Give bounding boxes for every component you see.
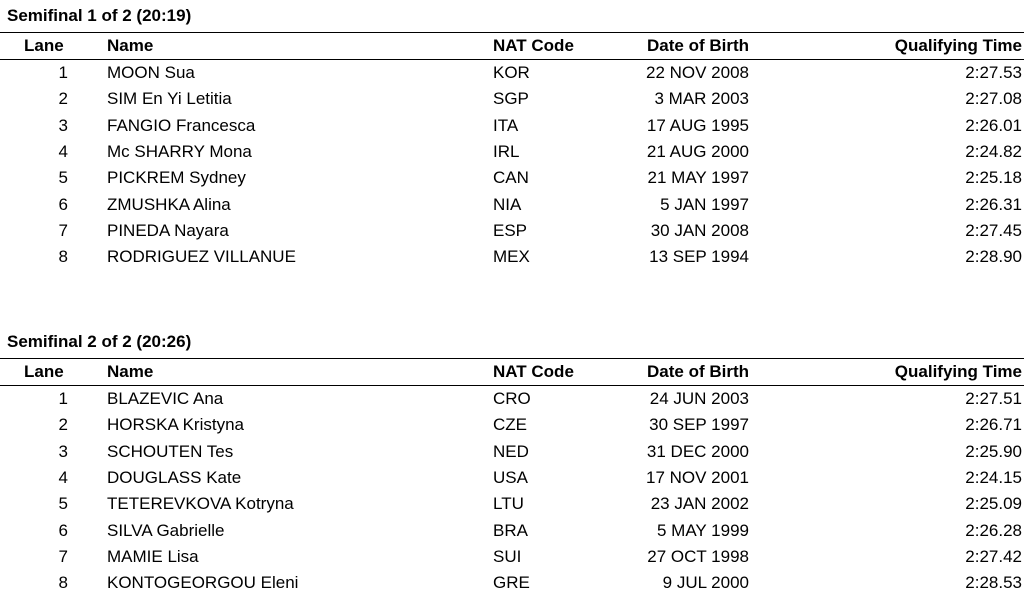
nat-code: ESP xyxy=(493,221,528,240)
qualifying-time: 2:27.45 xyxy=(965,221,1022,240)
date-of-birth: 30 SEP 1997 xyxy=(649,415,749,434)
header-name: Name xyxy=(107,36,154,55)
qualifying-time: 2:26.28 xyxy=(965,521,1022,540)
nat-code: SUI xyxy=(493,547,522,566)
qualifying-time: 2:26.71 xyxy=(965,415,1022,434)
table-row xyxy=(0,244,1024,270)
date-of-birth: 27 OCT 1998 xyxy=(647,547,749,566)
swimmer-name: ZMUSHKA Alina xyxy=(107,195,231,214)
date-of-birth: 21 MAY 1997 xyxy=(647,168,749,187)
lane-number: 8 xyxy=(58,247,68,266)
qualifying-time: 2:25.09 xyxy=(965,494,1022,513)
date-of-birth: 21 AUG 2000 xyxy=(646,142,749,161)
nat-code: NED xyxy=(493,442,529,461)
date-of-birth: 24 JUN 2003 xyxy=(649,389,749,408)
heat-1-header-row xyxy=(0,33,1024,59)
nat-code: CZE xyxy=(493,415,527,434)
table-row xyxy=(0,544,1024,570)
qualifying-time: 2:27.53 xyxy=(965,63,1022,82)
date-of-birth: 3 MAR 2003 xyxy=(654,89,749,108)
date-of-birth: 31 DEC 2000 xyxy=(646,442,749,461)
header-name: Name xyxy=(107,362,154,381)
qualifying-time: 2:25.18 xyxy=(965,168,1022,187)
qualifying-time: 2:26.01 xyxy=(965,116,1022,135)
lane-number: 7 xyxy=(58,221,68,240)
lane-number: 5 xyxy=(58,168,68,187)
lane-number: 4 xyxy=(58,142,68,161)
qualifying-time: 2:24.82 xyxy=(965,142,1022,161)
swimmer-name: PICKREM Sydney xyxy=(107,168,246,187)
header-lane: Lane xyxy=(24,362,64,381)
header-nat-code: NAT Code xyxy=(493,362,574,381)
lane-number: 7 xyxy=(58,547,68,566)
table-row xyxy=(0,570,1024,596)
heat-2-title: Semifinal 2 of 2 (20:26) xyxy=(7,332,192,351)
date-of-birth: 17 NOV 2001 xyxy=(645,468,749,487)
lane-number: 8 xyxy=(58,573,68,592)
swimmer-name: SCHOUTEN Tes xyxy=(107,442,234,461)
lane-number: 2 xyxy=(58,89,68,108)
header-qualifying-time: Qualifying Time xyxy=(894,362,1022,381)
date-of-birth: 23 JAN 2002 xyxy=(650,494,749,513)
swimmer-name: MOON Sua xyxy=(107,63,195,82)
date-of-birth: 5 MAY 1999 xyxy=(657,521,749,540)
swimmer-name: SILVA Gabrielle xyxy=(107,521,225,540)
qualifying-time: 2:27.42 xyxy=(965,547,1022,566)
lane-number: 1 xyxy=(58,389,68,408)
qualifying-time: 2:27.08 xyxy=(965,89,1022,108)
lane-number: 1 xyxy=(58,63,68,82)
table-row xyxy=(0,518,1024,544)
date-of-birth: 9 JUL 2000 xyxy=(662,573,749,592)
swimmer-name: HORSKA Kristyna xyxy=(107,415,244,434)
qualifying-time: 2:28.90 xyxy=(965,247,1022,266)
swimmer-name: SIM En Yi Letitia xyxy=(107,89,232,108)
nat-code: NIA xyxy=(493,195,522,214)
header-date-of-birth: Date of Birth xyxy=(647,36,749,55)
heat-1-title: Semifinal 1 of 2 (20:19) xyxy=(7,6,192,25)
lane-number: 6 xyxy=(58,195,68,214)
lane-number: 6 xyxy=(58,521,68,540)
date-of-birth: 5 JAN 1997 xyxy=(660,195,749,214)
nat-code: CRO xyxy=(493,389,531,408)
table-row xyxy=(0,60,1024,86)
nat-code: ITA xyxy=(493,116,519,135)
nat-code: USA xyxy=(493,468,528,487)
table-row xyxy=(0,218,1024,244)
swimmer-name: FANGIO Francesca xyxy=(107,116,256,135)
lane-number: 4 xyxy=(58,468,68,487)
nat-code: MEX xyxy=(493,247,530,266)
table-row xyxy=(0,113,1024,139)
date-of-birth: 30 JAN 2008 xyxy=(650,221,749,240)
lane-number: 3 xyxy=(58,116,68,135)
swimmer-name: TETEREVKOVA Kotryna xyxy=(107,494,294,513)
heat-2-header-row xyxy=(0,359,1024,385)
qualifying-time: 2:28.53 xyxy=(965,573,1022,592)
lane-number: 3 xyxy=(58,442,68,461)
qualifying-time: 2:24.15 xyxy=(965,468,1022,487)
swimmer-name: KONTOGEORGOU Eleni xyxy=(107,573,299,592)
header-nat-code: NAT Code xyxy=(493,36,574,55)
qualifying-time: 2:25.90 xyxy=(965,442,1022,461)
nat-code: CAN xyxy=(493,168,529,187)
header-qualifying-time: Qualifying Time xyxy=(894,36,1022,55)
nat-code: LTU xyxy=(493,494,524,513)
lane-number: 2 xyxy=(58,415,68,434)
nat-code: KOR xyxy=(493,63,530,82)
table-row xyxy=(0,139,1024,165)
swimmer-name: DOUGLASS Kate xyxy=(107,468,242,487)
table-row xyxy=(0,412,1024,438)
date-of-birth: 17 AUG 1995 xyxy=(646,116,749,135)
lane-number: 5 xyxy=(58,494,68,513)
swimmer-name: MAMIE Lisa xyxy=(107,547,199,566)
table-row xyxy=(0,86,1024,112)
table-row xyxy=(0,439,1024,465)
table-row xyxy=(0,192,1024,218)
swimmer-name: PINEDA Nayara xyxy=(107,221,229,240)
table-row xyxy=(0,491,1024,517)
nat-code: GRE xyxy=(493,573,530,592)
nat-code: SGP xyxy=(493,89,529,108)
qualifying-time: 2:27.51 xyxy=(965,389,1022,408)
swimmer-name: Mc SHARRY Mona xyxy=(107,142,252,161)
swimmer-name: BLAZEVIC Ana xyxy=(107,389,224,408)
qualifying-time: 2:26.31 xyxy=(965,195,1022,214)
date-of-birth: 22 NOV 2008 xyxy=(645,63,749,82)
table-row xyxy=(0,386,1024,412)
date-of-birth: 13 SEP 1994 xyxy=(649,247,749,266)
table-row xyxy=(0,465,1024,491)
header-date-of-birth: Date of Birth xyxy=(647,362,749,381)
table-row xyxy=(0,165,1024,191)
nat-code: IRL xyxy=(493,142,520,161)
header-lane: Lane xyxy=(24,36,64,55)
swimmer-name: RODRIGUEZ VILLANUE xyxy=(107,247,296,266)
nat-code: BRA xyxy=(493,521,528,540)
